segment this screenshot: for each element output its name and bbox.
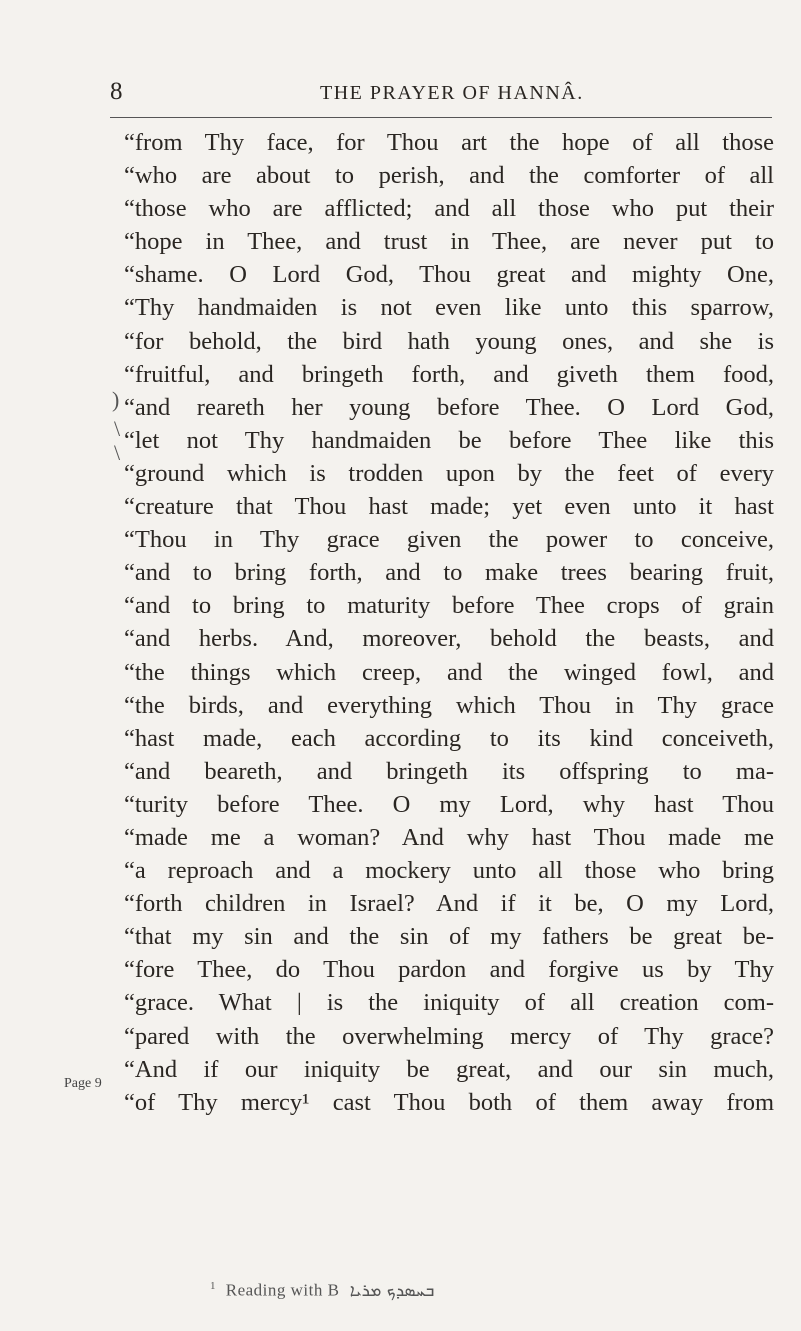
text-line: “fruitful, and bringeth forth, and giveth them food, xyxy=(124,360,774,388)
text-line: “those who are afflicted; and all those who put their xyxy=(124,195,774,223)
text-line: “Thou in Thy grace given the power to conceive, xyxy=(124,526,774,554)
body-text xyxy=(124,126,774,1119)
footnote-mark: 1 xyxy=(210,1280,216,1292)
text-line: “who are about to perish, and the comforter of all xyxy=(124,162,774,190)
text-line: “ground which is trodden upon by the feet of every xyxy=(124,459,774,487)
text-line: “pared with the overwhelming mercy of Thy grace? xyxy=(124,1022,774,1050)
text-line: “and to bring forth, and to make trees bearing fruit, xyxy=(124,559,774,587)
text-line: “forth children in Israel? And if it be, O my Lord, xyxy=(124,890,774,918)
running-title: THE PRAYER OF HANNÂ. xyxy=(320,82,584,104)
footnote xyxy=(210,1280,434,1301)
text-line: “and herbs. And, moreover, behold the beasts, and xyxy=(124,625,774,653)
header-rule xyxy=(110,117,772,118)
text-line: “creature that Thou hast made; yet even unto it hast xyxy=(124,493,774,521)
text-line: “that my sin and the sin of my fathers be great be- xyxy=(124,923,774,951)
text-line: “and to bring to maturity before Thee crops of grain xyxy=(124,592,774,620)
page-reference: Page 9 xyxy=(64,1076,102,1091)
margin-bracket: \ xyxy=(114,416,121,441)
text-line: “and beareth, and bringeth its offspring to ma- xyxy=(124,757,774,785)
text-line: “turity before Thee. O my Lord, why hast Thou xyxy=(124,790,774,818)
text-line: “hast made, each according to its kind conceiveth, xyxy=(124,724,774,752)
text-line: “grace. What | is the iniquity of all creation com- xyxy=(124,989,774,1017)
margin-bracket: ) xyxy=(112,387,120,412)
text-line: “shame. O Lord God, Thou great and mighty One, xyxy=(124,261,774,289)
text-line: “the things which creep, and the winged fowl, and xyxy=(124,658,774,686)
text-line: “of Thy mercy¹ cast Thou both of them away from xyxy=(124,1088,774,1116)
text-line: “and reareth her young before Thee. O Lord God, xyxy=(124,393,774,421)
text-line: “let not Thy handmaiden be before Thee like this xyxy=(124,426,774,454)
footnote-syriac-text: ܒܚܣܕܟ ܡܪܝܐ xyxy=(349,1280,435,1301)
text-line: “made me a woman? And why hast Thou made me xyxy=(124,823,774,851)
text-line: “hope in Thee, and trust in Thee, are never put to xyxy=(124,228,774,256)
margin-bracket: \ xyxy=(114,440,121,465)
text-line: “for behold, the bird hath young ones, and she is xyxy=(124,327,774,355)
running-header xyxy=(110,78,770,112)
text-line: “And if our iniquity be great, and our sin much, xyxy=(124,1055,774,1083)
text-line: “from Thy face, for Thou art the hope of all those xyxy=(124,129,774,156)
text-line: “fore Thee, do Thou pardon and forgive us by Thy xyxy=(124,956,774,984)
text-line: “a reproach and a mockery unto all those who bring xyxy=(124,857,774,885)
text-line: “Thy handmaiden is not even like unto this sparrow, xyxy=(124,294,774,322)
page-number: 8 xyxy=(110,78,123,105)
text-line: “the birds, and everything which Thou in Thy grace xyxy=(124,691,774,719)
footnote-text: Reading with B xyxy=(225,1280,340,1300)
